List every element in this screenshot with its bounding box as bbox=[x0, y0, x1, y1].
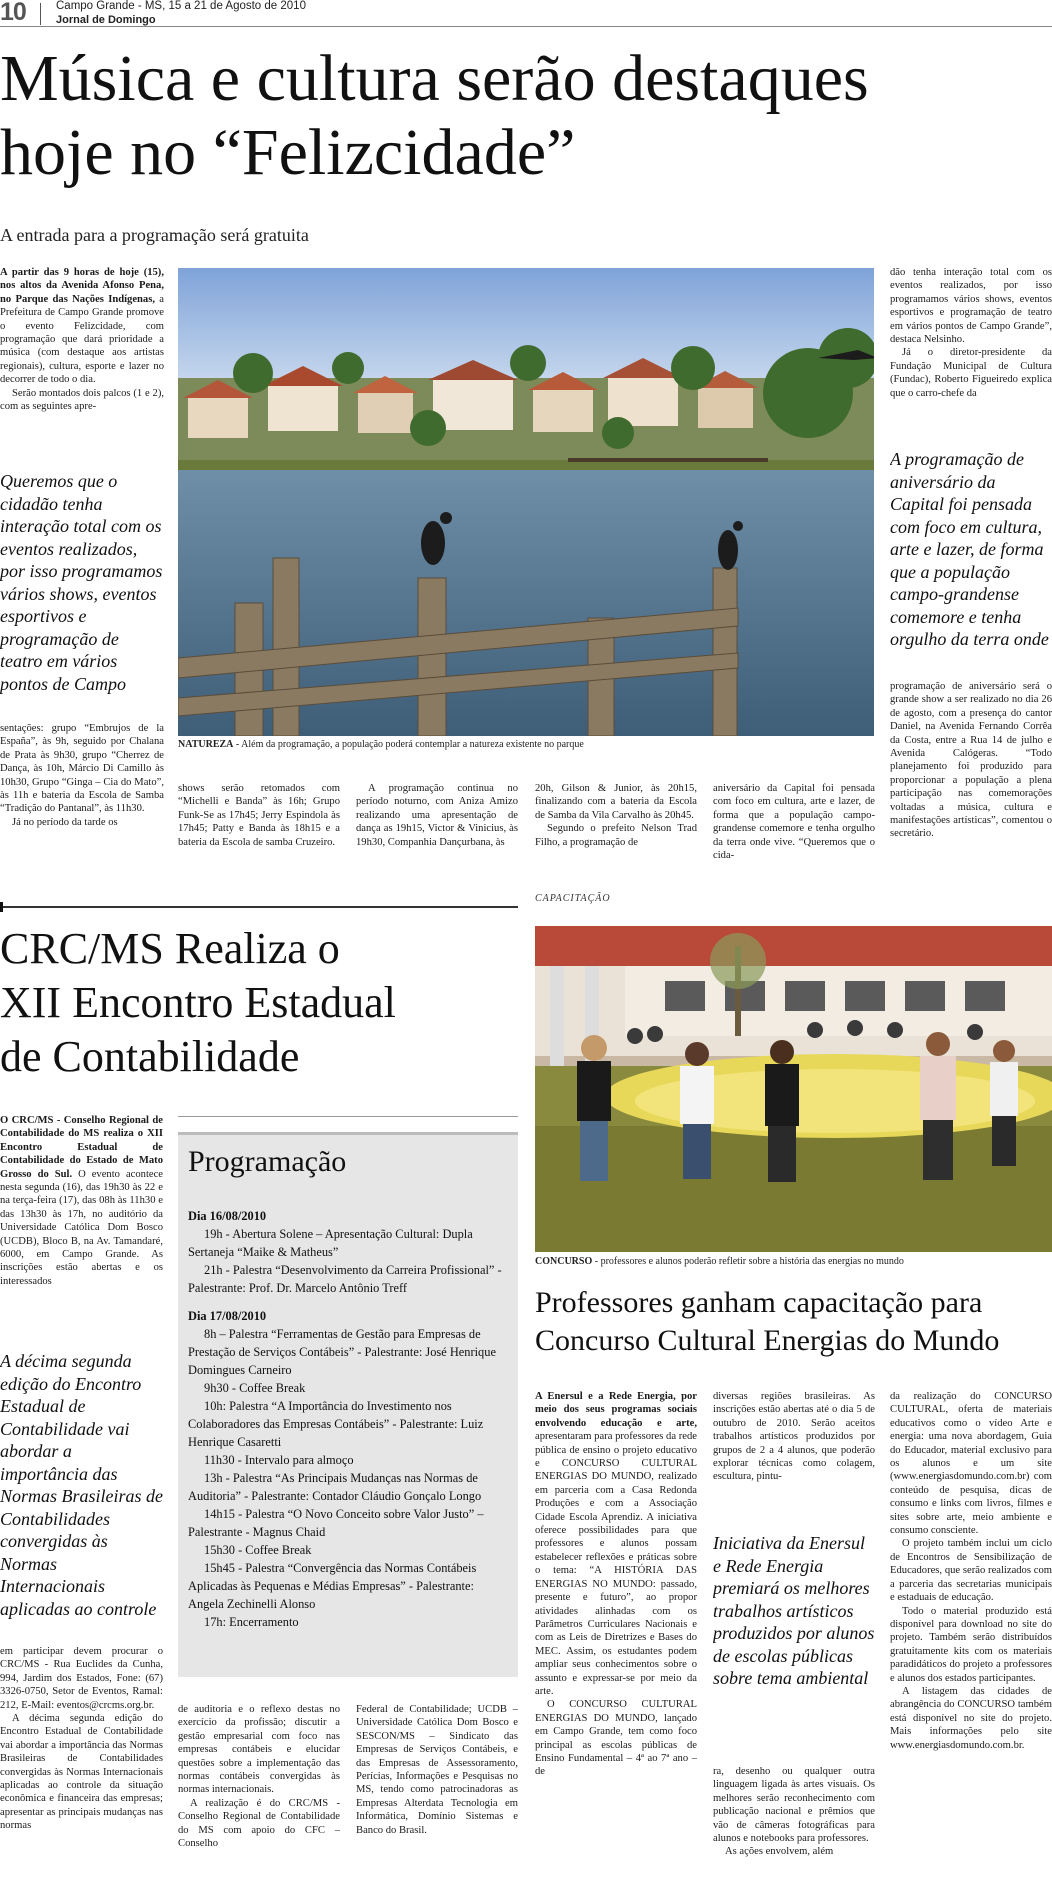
photo2-caption bbox=[535, 1256, 1052, 1268]
body-text: A listagem das cidades de abrangência do CONCURSO também está disponível no site do projeto. Mais informações pelo site www.energiasdomundo.com.br. bbox=[890, 1685, 1052, 1751]
article3-headline bbox=[535, 1284, 1052, 1360]
body-text: Já no período da tarde os bbox=[12, 816, 118, 828]
schedule-item: 15h45 - Palestra “Convergência das Normas Contábeis Aplicadas às Pequenas e Médias Empresas” - Palestrante: Angela Zechinelli Alonso bbox=[188, 1561, 477, 1611]
page-number: 10 bbox=[0, 0, 26, 26]
headline-line-1: Professores ganham capacitação para bbox=[535, 1286, 983, 1319]
body-text: O projeto também inclui um ciclo de Encontros de Sensibilização de Educadores, que serão realizados com a parceria das secretarias municipais e estaduais de educação. bbox=[890, 1538, 1052, 1604]
article3-col3 bbox=[890, 1390, 1052, 1878]
caption-text: - Além da programação, a população poderá contemplar a natureza existente no parque bbox=[233, 739, 584, 750]
caption-text: - professores e alunos poderão refletir sobre a história das energias no mundo bbox=[592, 1256, 904, 1267]
box-title: Programação bbox=[188, 1145, 347, 1178]
article2-col1-bottom bbox=[0, 1645, 163, 1878]
article1-col5: aniversário da Capital foi pensada com foco em cultura, arte e lazer, de forma que a população campo-grandense comemore e tenha orgulho da terra onde vive. “Queremos que o cida- bbox=[713, 783, 875, 862]
headline-line-3: de Contabilidade bbox=[0, 1032, 300, 1081]
article1-col3: A programação continua no período noturno, com Aniza Amizo realizando uma apresentação de dança as 19h15, Victor & Vinicius, às 19h30, Companhia Dançurbana, às bbox=[356, 783, 518, 848]
headline-line-2: hoje no “Felizcidade” bbox=[0, 116, 576, 189]
body-text: Serão montados dois palcos (1 e 2), com as seguintes apre- bbox=[0, 387, 164, 413]
body-text: de auditoria e o reflexo destas no exercício da profissão; discutir a gestão empresarial com foco nas empresas contábeis e elucidar questões sobre a implementação das normas contábeis convergidas às normas internacionais. bbox=[178, 1704, 340, 1796]
header-rule bbox=[0, 26, 1052, 27]
article2-headline bbox=[0, 922, 520, 1084]
photo1-caption bbox=[178, 739, 878, 751]
body-text: A realização é do CRC/MS - Conselho Regional de Contabilidade do MS com apoio do CFC – Conselho bbox=[178, 1797, 340, 1850]
day-heading: Dia 16/08/2010 bbox=[188, 1209, 267, 1223]
section-divider-left bbox=[0, 906, 518, 908]
body-text: Todo o material produzido está disponível para download no site do projeto. Também serão distribuídos gratuitamente kits com os materiais paradidáticos do projeto a professores e alunos dos estados participantes. bbox=[890, 1605, 1052, 1684]
schedule-item: 14h15 - Palestra “O Novo Conceito sobre Valor Justo” – Palestrante - Magnus Chaid bbox=[188, 1507, 484, 1539]
paper-name: Jornal de Domingo bbox=[56, 14, 156, 26]
box-top-rule bbox=[178, 1116, 518, 1117]
body-text: da realização do CONCURSO CULTURAL, oferta de materiais educativos como o vídeo Arte e energia: uma nova abordagem, Guia do Educador, material exclusivo para os alunos e um site (www.energiasdomundo.com.br) com conteúdo de pesquisa, dicas de consumo e links com livros, filmes e sites sobre arte, meio ambiente e consumo consciente. bbox=[890, 1391, 1052, 1537]
schedule-item: 19h - Abertura Solene – Apresentação Cultural: Dupla Sertaneja “Maike & Matheus” bbox=[188, 1227, 473, 1259]
article3-col2-bottom bbox=[713, 1765, 875, 1878]
article2-col2-bottom bbox=[178, 1703, 340, 1878]
article1-col6-top bbox=[890, 266, 1052, 446]
headline-line-1: CRC/MS Realiza o bbox=[0, 924, 340, 973]
article2-pullquote: A décima segunda edição do Encontro Estadual de Contabilidade vai abordar a importância das Normas Brasileiras de Contabilidades convergidas às Normas Internacionais aplicadas ao controle bbox=[0, 1351, 163, 1619]
teachers-photo-illustration bbox=[535, 926, 1052, 1252]
caption-label: CONCURSO bbox=[535, 1256, 593, 1267]
body-text: em participar devem procurar o CRC/MS - Rua Euclides da Cunha, 994, Jardim dos Estados, Fone: (67) 3326-0750, Setor de Eventos, Ramal: 212, E-Mail: eventos@crcms.org.br. bbox=[0, 1646, 163, 1711]
body-text: sentações: grupo “Embrujos de la España”, às 9h, seguido por Chalana de Prata às 9h30, grupo “Cherrez de Dança, às 10h, Márcio Di Camillo às 10h30, Grupo “Ginga – Cia do Mato”, às 11h e bateria da Escola de Samba “Tradição do Pantanal”, às 11h30. bbox=[0, 723, 164, 815]
body-text: dão tenha interação total com os eventos realizados, por isso programamos vários shows, eventos esportivos e programação de teatro em vários pontos de Campo Grande”, destaca Nelsinho. bbox=[890, 267, 1052, 346]
article3-pullquote: Iniciativa da Enersul e Rede Energia premiará os melhores trabalhos artísticos produzidos por alunos de escolas públicas sobre tema ambiental bbox=[713, 1533, 875, 1688]
article1-pullquote-2: A programação de aniversário da Capital foi pensada com foco em cultura, arte e lazer, de forma que a população campo-grandense comemore e tenha orgulho da terra onde bbox=[890, 449, 1049, 649]
schedule-item: 17h: Encerramento bbox=[204, 1615, 299, 1629]
schedule-item: 15h30 - Coffee Break bbox=[204, 1543, 312, 1557]
body-text: As ações envolvem, além bbox=[725, 1846, 834, 1858]
schedule-item: 9h30 - Coffee Break bbox=[204, 1381, 306, 1395]
lead-text: A partir das 9 horas de hoje (15), nos altos da Avenida Afonso Pena, no Parque das Nações Indígenas, bbox=[0, 267, 164, 305]
day-heading: Dia 17/08/2010 bbox=[188, 1309, 267, 1323]
lead-text: O CRC/MS - Conselho Regional de Contabilidade do MS realiza o XII Encontro Estadual de Contabilidade do Estado de Mato Grosso do Sul. bbox=[0, 1115, 163, 1180]
article1-col6-bottom: programação de aniversário será o grande show a ser realizado no dia 26 de agosto, com a presença do cantor Daniel, na Avenida Fernando Corrêa da Costa, entre a Rua 14 de julho e Avenida Calógeras. “Todo planejamento foi produzido para proporcionar a população a plena participação nas comemorações voltadas a música, cultura e manifestações artísticas”, comentou o secretário. bbox=[890, 681, 1052, 840]
programacao-list bbox=[188, 1207, 510, 1631]
lead-text: A Enersul e a Rede Energia, por meio dos seus programas sociais envolvendo educação e arte, bbox=[535, 1391, 697, 1429]
headline-line-1: Música e cultura serão destaques bbox=[0, 42, 869, 115]
article3-kicker: CAPACITAÇÃO bbox=[535, 893, 611, 904]
article1-pullquote-1: Queremos que o cidadão tenha interação total com os eventos realizados, por isso programamos vários shows, eventos esportivos e programação de teatro em vários pontos de Campo bbox=[0, 471, 163, 694]
schedule-item: 11h30 - Intervalo para almoço bbox=[204, 1453, 354, 1467]
photo-lake-park bbox=[178, 268, 874, 736]
body-text: a Prefeitura de Campo Grande promove o evento Felizcidade, com programação que dará prioridade a música (com destaque aos artistas regionais), cultura, esporte e lazer no decorrer de todo o dia. bbox=[0, 293, 164, 386]
article1-headline bbox=[0, 42, 1052, 190]
article1-col2: shows serão retomados com “Michelli e Banda” às 16h; Grupo Funk-Se as 17h45; Jerry Espindola às 17h45; Patty e Banda às 18h15 e a bateria da Escola de samba Cruzeiro. bbox=[178, 783, 340, 848]
programacao-box bbox=[178, 1132, 518, 1677]
schedule-item: 21h - Palestra “Desenvolvimento da Carreira Profissional” - Palestrante: Prof. Dr. Marcelo Antônio Treff bbox=[188, 1263, 502, 1295]
body-text: 20h, Gilson & Junior, às 20h15, finalizando com a bateria da Escola de Samba da Vila Carvalho às 20h45. bbox=[535, 783, 697, 821]
headline-line-2: Concurso Cultural Energias do Mundo bbox=[535, 1324, 1000, 1357]
schedule-item: 8h – Palestra “Ferramentas de Gestão para Empresas de Prestação de Serviços Contábeis” - Palestrante: José Henrique Domingues Carneiro bbox=[188, 1327, 496, 1377]
header-divider bbox=[40, 3, 41, 25]
article1-subhead: A entrada para a programação será gratuita bbox=[0, 225, 309, 245]
article1-col4 bbox=[535, 782, 697, 872]
body-text: Já o diretor-presidente da Fundação Municipal de Cultura (Fundac), Roberto Figueiredo explica que o carro-chefe da bbox=[890, 347, 1052, 399]
body-text: apresentaram para professores da rede pública de ensino o projeto educativo e CONCURSO CULTURAL ENERGIAS DO MUNDO, realizado em parceria com a Casa Redonda Produções e com a Associação Cidade Escola Aprendiz. A iniciativa oferece possibilidades para que professores e alunos possam estabelecer reflexões e práticas sobre o tema: “A HISTÓRIA DAS ENERGIAS NO MUNDO: passado, presente e futuro”, ao propor atividades alinhadas com os Parâmetros Curriculares Nacionais e com as Leis de Diretrizes e Bases do MEC. Assim, os estudantes podem ampliar seus conhecimentos sobre o assunto e expressar-se por meio da arte. bbox=[535, 1431, 697, 1697]
article2-col1-top bbox=[0, 1114, 163, 1348]
caption-label: NATUREZA bbox=[178, 739, 234, 750]
article1-col1-top bbox=[0, 266, 164, 464]
photo-teachers-circle bbox=[535, 926, 1052, 1252]
body-text: Segundo o prefeito Nelson Trad Filho, a programação de bbox=[535, 823, 697, 848]
body-text: O evento acontece nesta segunda (16), das 19h30 às 22 e na terça-feira (17), das 08h às 11h30 e das 13h30 às 17h, no auditório da Universidade Católica Dom Bosco (UCDB), Bloco B, na Av. Tamandaré, 6000, em Campo Grande. As inscrições estão abertas e os interessados bbox=[0, 1168, 163, 1287]
headline-line-2: XII Encontro Estadual bbox=[0, 978, 396, 1027]
section-marker bbox=[0, 902, 3, 912]
body-text: O CONCURSO CULTURAL ENERGIAS DO MUNDO, lançado em Campo Grande, tem como foco principal as escolas públicas de Ensino Fundamental – 4ª ao 7ª ano – de bbox=[535, 1699, 697, 1778]
body-text: ra, desenho ou qualquer outra linguagem ligada às artes visuais. Os melhores serão reconhecimento com publicação nacional e prêmios que vão de câmeras fotográficas para alunos e notebooks para professores. bbox=[713, 1766, 875, 1845]
article3-col1 bbox=[535, 1390, 697, 1878]
schedule-item: 13h - Palestra “As Principais Mudanças nas Normas de Auditoria” - Palestrante: Contador Cláudio Gonçalo Longo bbox=[188, 1471, 482, 1503]
article1-col1-bottom bbox=[0, 722, 164, 868]
article3-col2-top: diversas regiões brasileiras. As inscrições estão abertas até o dia 5 de outubro de 2010. Serão aceitos trabalhos artísticos produzidos por grupos de 2 a 4 alunos, que poderão explorar técnicas como colagem, escultura, pintu- bbox=[713, 1391, 875, 1483]
lake-photo-illustration bbox=[178, 268, 874, 736]
article2-col3-bottom: Federal de Contabilidade; UCDB – Universidade Católica Dom Bosco e SESCON/MS – Sindicato das Empresas de Serviços Contábeis, e das Empresas de Assessoramento, Perícias, Informações e Pesquisas no MS, tendo como patrocinadoras as Empresas Alterdata Tecnologia em Informática, Domínio Sistemas e Banco do Brasil. bbox=[356, 1704, 518, 1836]
edition-date: Campo Grande - MS, 15 a 21 de Agosto de 2010 bbox=[56, 0, 306, 12]
body-text: A décima segunda edição do Encontro Estadual de Contabilidade vai abordar a importância das Normas Brasileiras de Contabilidades convergidas às Normas Internacionais aplicadas ao controle da situação econômica e financeira das empresas; apresentar as principais mudanças nas normas bbox=[0, 1713, 163, 1832]
schedule-item: 10h: Palestra “A Importância do Investimento nos Colaboradores das Empresas Contábeis” - Palestrante: Luiz Henrique Casaretti bbox=[188, 1399, 484, 1449]
